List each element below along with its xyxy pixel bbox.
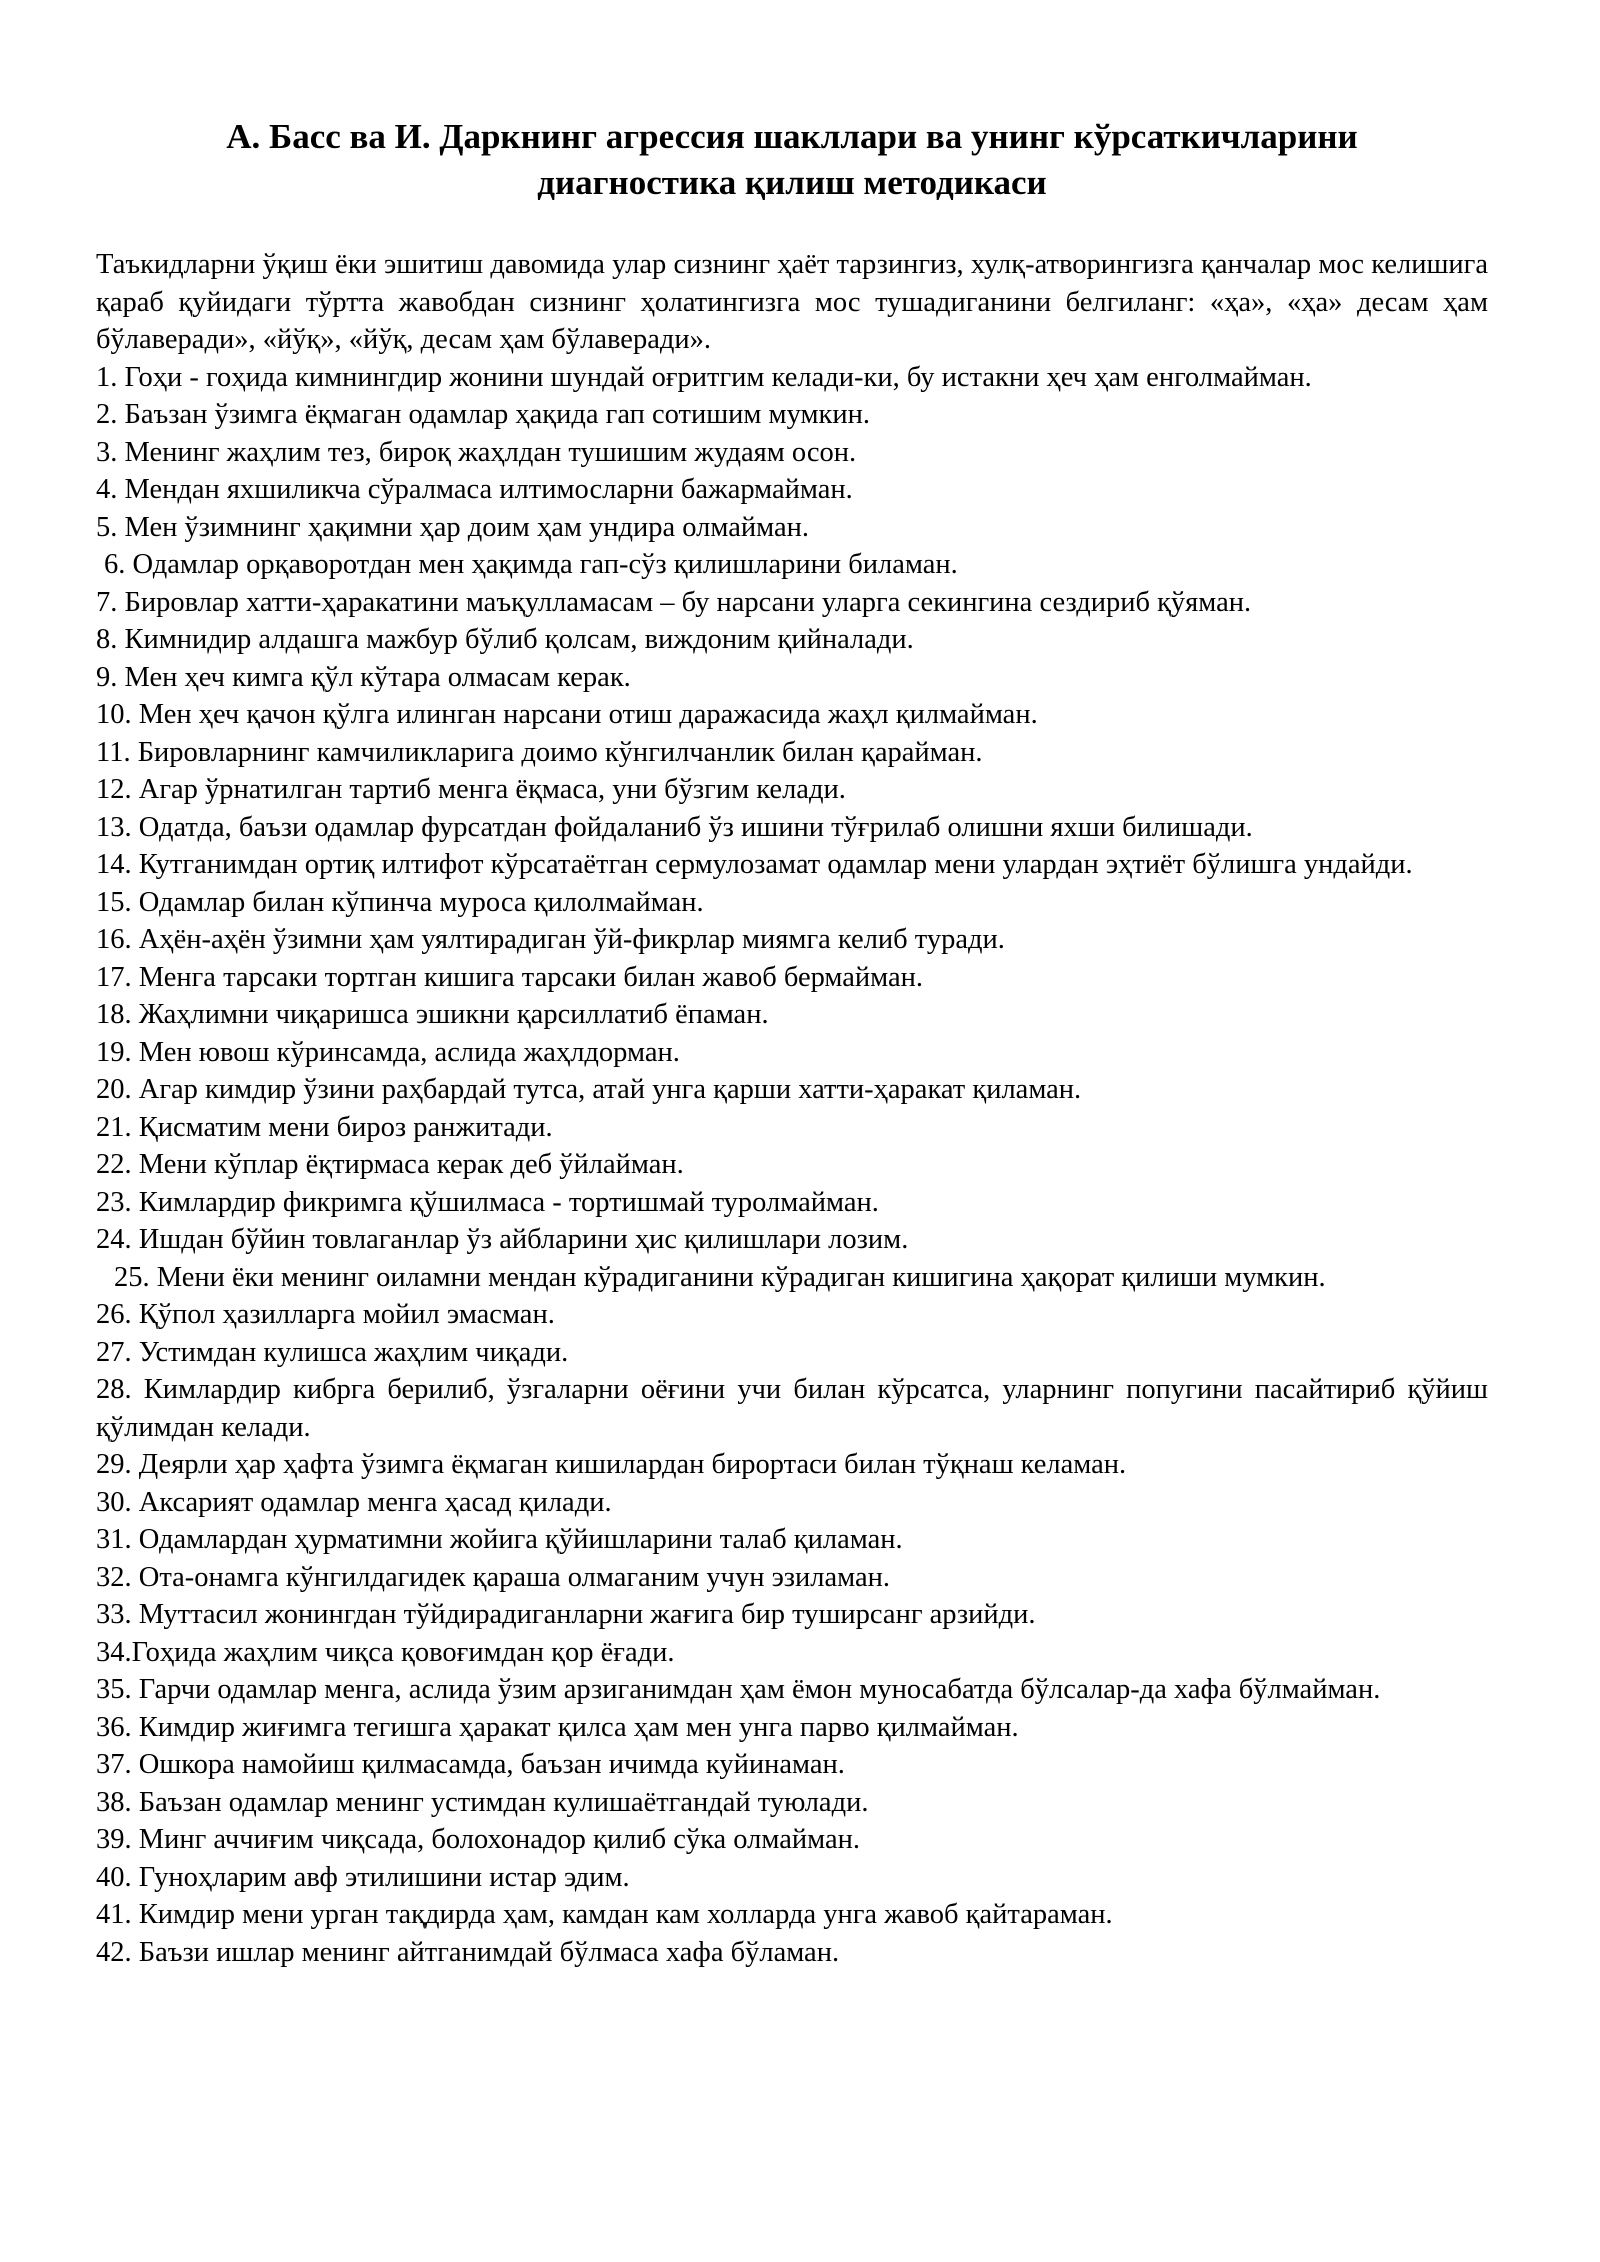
statement-4: 4. Мендан яхшиликча сўралмаса илтимосларни бажармайман.	[96, 474, 853, 505]
statement-6: 6. Одамлар орқаворотдан мен ҳақимда гап-сўз қилишларини биламан.	[104, 549, 958, 580]
statement-17: 17. Менга тарсаки тортган кишига тарсаки билан жавоб бермайман.	[96, 961, 924, 993]
statement-12: 12. Агар ўрнатилган тартиб менга ёқмаса, уни бўзгим келади.	[96, 774, 846, 805]
statement-34: 34.Гоҳида жаҳлим чиқса қовоғимдан қор ёғади.	[96, 1636, 675, 1668]
statement-2: 2. Баъзан ўзимга ёқмаган одамлар ҳақида гап сотишим мумкин.	[96, 399, 870, 430]
statement-25: 25. Мени ёки менинг оиламни мендан кўрадиганини кўрадиган кишигина ҳақорат қилиши мумкин.	[114, 1261, 1326, 1293]
statement-28: 28. Кимлардир кибрга берилиб, ўзгаларни оёғини учи билан кўрсатса, уларнинг попугини пасайтириб қўйиш қўлимдан келади.	[96, 1374, 1488, 1443]
statement-23: 23. Кимлардир фикримга қўшилмаса - тортишмай туролмайман.	[96, 1186, 879, 1218]
statement-18: 18. Жаҳлимни чиқаришса эшикни қарсиллатиб ёпаман.	[96, 999, 769, 1030]
questionnaire-body	[96, 246, 1488, 1971]
statement-29: 29. Деярли ҳар ҳафта ўзимга ёқмаган кишилардан бирортаси билан тўқнаш келаман.	[96, 1449, 1127, 1480]
statement-27: 27. Устимдан кулишса жаҳлим чиқади.	[96, 1336, 569, 1368]
statement-31: 31. Одамлардан ҳурматимни жойига қўйишларини талаб қиламан.	[96, 1524, 903, 1555]
statement-22: 22. Мени кўплар ёқтирмаса керак деб ўйлайман.	[96, 1149, 684, 1180]
statement-10: 10. Мен ҳеч қачон қўлга илинган нарсани отиш даражасида жаҳл қилмайман.	[96, 699, 1038, 730]
statement-38: 38. Баъзан одамлар менинг устимдан кулишаётгандай туюлади.	[96, 1786, 869, 1818]
statement-36: 36. Кимдир жиғимга тегишга ҳаракат қилса ҳам мен унга парво қилмайман.	[96, 1711, 1019, 1743]
statement-14: 14. Кутганимдан ортиқ илтифот кўрсатаётган сермулозамат одамлар мени улардан эҳтиёт бўлишга ундайди.	[96, 849, 1413, 880]
statement-20: 20. Агар кимдир ўзини раҳбардай тутса, атай унга қарши хатти-ҳаракат қиламан.	[96, 1074, 1082, 1105]
statement-15: 15. Одамлар билан кўпинча муроса қилолмайман.	[96, 886, 704, 918]
statement-3: 3. Менинг жаҳлим тез, бироқ жаҳлдан тушишим жудаям осон.	[96, 436, 857, 468]
statement-21: 21. Қисматим мени бироз ранжитади.	[96, 1111, 553, 1143]
statement-9: 9. Мен ҳеч кимга қўл кўтара олмасам керак.	[96, 661, 631, 693]
statement-42: 42. Баъзи ишлар менинг айтганимдай бўлмаса хафа бўламан.	[96, 1936, 840, 1968]
statement-35: 35. Гарчи одамлар менга, аслида ўзим арзиганимдан ҳам ёмон муносабатда бўлсалар-да хафа бўлмайман.	[96, 1674, 1381, 1705]
statement-16: 16. Аҳён-аҳён ўзимни ҳам уялтирадиган ўй-фикрлар миямга келиб туради.	[96, 924, 1005, 955]
statement-24: 24. Ишдан бўйин товлаганлар ўз айбларини ҳис қилишлари лозим.	[96, 1224, 909, 1255]
statement-7: 7. Бировлар хатти-ҳаракатини маъқулламасам – бу нарсани уларга секингина сездириб қўяман.	[96, 586, 1252, 618]
statement-33: 33. Муттасил жонингдан тўйдирадиганларни жағига бир туширсанг арзийди.	[96, 1599, 1036, 1630]
statement-41: 41. Кимдир мени урган тақдирда ҳам, камдан кам холларда унга жавоб қайтараман.	[96, 1899, 1113, 1930]
statement-26: 26. Қўпол ҳазилларга мойил эмасман.	[96, 1299, 555, 1330]
statement-30: 30. Аксарият одамлар менга ҳасад қилади.	[96, 1486, 612, 1518]
instructions-paragraph: Таъкидларни ўқиш ёки эшитиш давомида улар сизнинг ҳаёт тарзингиз, хулқ-атворингизга қанчалар мос келишига қараб қуйидаги тўртта жавобдан сизнинг ҳолатингизга мос тушадиганини белгиланг: «ҳа», «ҳа» десам ҳам бўлаверади», «йўқ», «йўқ, десам ҳам бўлаверади».	[96, 249, 1488, 355]
statement-40: 40. Гуноҳларим авф этилишини истар эдим.	[96, 1861, 630, 1893]
document-title	[96, 114, 1488, 206]
statement-32: 32. Ота-онамга кўнгилдагидек қараша олмаганим учун эзиламан.	[96, 1561, 891, 1593]
statement-5: 5. Мен ўзимнинг ҳақимни ҳар доим ҳам ундира олмайман.	[96, 511, 810, 543]
statement-13: 13. Одатда, баъзи одамлар фурсатдан фойдаланиб ўз ишини тўғрилаб олишни яхши билишади.	[96, 811, 1253, 843]
statement-11: 11. Бировларнинг камчиликларига доимо кўнгилчанлик билан қарайман.	[96, 736, 983, 768]
title-line-2: диагностика қилиш методикаси	[537, 163, 1047, 202]
statement-37: 37. Ошкора намойиш қилмасамда, баъзан ичимда куйинаман.	[96, 1749, 845, 1780]
statement-19: 19. Мен ювош кўринсамда, аслида жаҳлдорман.	[96, 1036, 680, 1068]
statement-39: 39. Минг аччиғим чиқсада, болохонадор қилиб сўка олмайман.	[96, 1824, 860, 1855]
statement-8: 8. Кимнидир алдашга мажбур бўлиб қолсам, виждоним қийналади.	[96, 624, 914, 655]
statement-1: 1. Гоҳи - гоҳида кимнингдир жонини шундай оғритгим келади-ки, бу истакни ҳеч ҳам енголмайман.	[96, 361, 1312, 393]
title-line-1: А. Басс ва И. Даркнинг агрессия шакллари ва унинг кўрсаткичларини	[226, 117, 1358, 156]
